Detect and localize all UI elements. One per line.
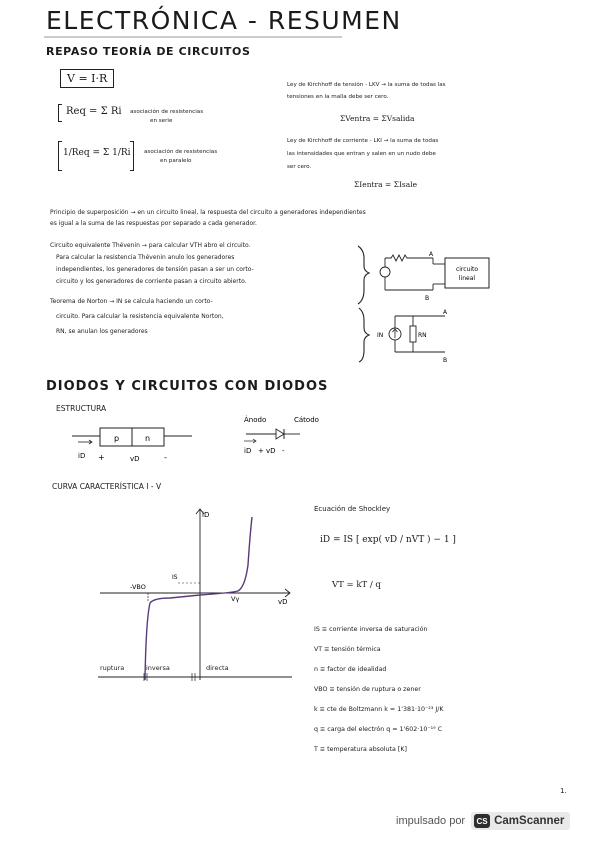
pn-minus-label: - bbox=[164, 453, 167, 462]
def-vbo: VBO ≡ tensión de ruptura o zener bbox=[314, 686, 421, 693]
camscanner-icon: CS bbox=[474, 814, 490, 828]
axis-id-label: iD bbox=[202, 511, 210, 519]
def-vt: VT ≡ tensión térmica bbox=[314, 646, 381, 653]
node-a-label: A bbox=[429, 251, 434, 258]
diode-symbol-diagram bbox=[238, 410, 338, 460]
voltage-source-icon bbox=[380, 267, 390, 277]
node-b-label: B bbox=[425, 295, 430, 302]
is-label: IS bbox=[172, 574, 178, 581]
thevenin-line1: Circuito equivalente Thévenin → para calcular VTH abro el circuito. bbox=[50, 242, 251, 249]
parallel-note-line2: en paralelo bbox=[160, 158, 192, 164]
norton-line3: RN, se anulan los generadores bbox=[56, 328, 148, 335]
shockley-title: Ecuación de Shockley bbox=[314, 505, 391, 513]
norton-brace bbox=[359, 308, 369, 362]
def-t: T ≡ temperatura absoluta [K] bbox=[314, 746, 407, 753]
region-inversa-label: inversa bbox=[146, 664, 170, 672]
title-underline bbox=[44, 36, 344, 40]
pn-junction-diagram bbox=[70, 420, 210, 470]
series-note-line1: asociación de resistencias bbox=[130, 109, 204, 115]
def-is: IS ≡ corriente inversa de saturación bbox=[314, 626, 428, 633]
thevenin-line2: Para calcular la resistencia Thévenin anulo los generadores bbox=[56, 254, 235, 261]
camscanner-footer bbox=[396, 812, 570, 830]
def-q: q ≡ carga del electrón q = 1'602·10⁻¹⁹ C bbox=[314, 726, 443, 733]
page-number: 1. bbox=[560, 787, 567, 795]
norton-node-b: B bbox=[443, 357, 448, 364]
lki-line3: ser cero. bbox=[287, 164, 312, 170]
pn-plus-label: + bbox=[98, 453, 105, 462]
region-bar bbox=[96, 668, 296, 684]
thevenin-line4: circuito y los generadores de corriente pasan a circuito abierto. bbox=[56, 278, 247, 285]
lkv-line2: tensiones en la malla debe ser cero. bbox=[287, 94, 389, 100]
ohm-law-formula: V = I·R bbox=[60, 69, 114, 88]
iv-curve-plot bbox=[90, 505, 300, 685]
superposition-line1: Principio de superposición → en un circuito lineal, la respuesta del circuito a generadores independientes bbox=[50, 209, 366, 216]
def-k: k ≡ cte de Boltzmann k = 1'381·10⁻²³ J/K bbox=[314, 706, 444, 713]
norton-line1: Teorema de Norton → IN se calcula haciendo un corto- bbox=[50, 298, 213, 305]
diode-icon bbox=[276, 429, 284, 439]
in-label: IN bbox=[377, 332, 384, 339]
iv-curve-heading: CURVA CARACTERÍSTICA I - V bbox=[52, 482, 162, 491]
diode-vd-label: vD bbox=[266, 447, 276, 455]
box-label-1: circuito bbox=[455, 266, 479, 273]
series-bracket bbox=[58, 104, 62, 122]
camscanner-brand: CamScanner bbox=[494, 815, 565, 827]
cathode-label: Cátodo bbox=[294, 416, 319, 424]
superposition-line2: es igual a la suma de las respuestas por separado a cada generador. bbox=[50, 220, 257, 227]
thevenin-line3: independientes, los generadores de tensión pasan a ser un corto- bbox=[56, 266, 254, 273]
rn-label: RN bbox=[418, 332, 427, 339]
region-ruptura-label: ruptura bbox=[100, 664, 125, 672]
region-directa-label: directa bbox=[206, 664, 229, 672]
anode-label: Ánodo bbox=[244, 416, 267, 424]
lki-equation: ΣIentra = ΣIsale bbox=[354, 180, 418, 189]
parallel-resistance-formula: 1/Req = Σ 1/Ri bbox=[63, 148, 131, 158]
camscanner-logo bbox=[471, 812, 570, 830]
powered-by-text: impulsado por bbox=[396, 815, 466, 827]
norton-resistor-icon bbox=[410, 326, 416, 342]
norton-node-a: A bbox=[443, 309, 448, 316]
def-n: n ≡ factor de idealidad bbox=[314, 666, 387, 673]
shockley-equation: iD = IS [ exp( vD / nVT ) − 1 ] bbox=[320, 535, 456, 545]
pn-id-label: iD bbox=[78, 452, 86, 460]
neg-vbo-label: -VBO bbox=[130, 583, 146, 591]
thevenin-resistor-icon bbox=[385, 255, 433, 261]
box-label-2: lineal bbox=[458, 275, 476, 282]
parallel-note-line1: asociación de resistencias bbox=[144, 149, 218, 155]
lki-line1: Ley de Kirchhoff de corriente - LKI → la suma de todas bbox=[287, 138, 439, 144]
section-heading-diodes: DIODOS Y CIRCUITOS CON DIODOS bbox=[46, 379, 329, 394]
lki-line2: las intensidades que entran y salen en un nudo debe bbox=[287, 151, 436, 157]
thevenin-circuit-diagram bbox=[355, 244, 505, 308]
diode-minus-label: - bbox=[282, 447, 285, 455]
p-region-label: p bbox=[114, 434, 120, 443]
series-resistance-formula: Req = Σ Ri bbox=[66, 106, 122, 117]
pn-vd-label: vD bbox=[130, 455, 140, 463]
lkv-line1: Ley de Kirchhoff de tensión - LKV → la suma de todas las bbox=[287, 82, 446, 88]
section-heading-circuits: REPASO TEORÍA DE CIRCUITOS bbox=[46, 45, 251, 58]
parallel-bracket-right bbox=[130, 141, 134, 171]
norton-circuit-diagram bbox=[355, 306, 465, 364]
v-gamma-label: Vγ bbox=[231, 595, 240, 603]
n-region-label: n bbox=[145, 434, 151, 443]
page-title: ELECTRÓNICA - RESUMEN bbox=[46, 6, 402, 35]
thermal-voltage-equation: VT = kT / q bbox=[332, 580, 381, 590]
norton-line2: circuito. Para calcular la resistencia equivalente Norton, bbox=[56, 313, 224, 320]
lkv-equation: ΣVentra = ΣVsalida bbox=[340, 114, 415, 123]
series-note-line2: en serie bbox=[150, 118, 173, 124]
diode-plus-label: + bbox=[258, 447, 264, 455]
axis-vd-label: vD bbox=[278, 598, 288, 606]
structure-heading: ESTRUCTURA bbox=[56, 404, 107, 413]
diode-id-label: iD bbox=[244, 447, 252, 455]
parallel-bracket-left bbox=[58, 141, 62, 171]
linear-circuit-box bbox=[445, 258, 489, 288]
thevenin-brace bbox=[358, 246, 369, 304]
